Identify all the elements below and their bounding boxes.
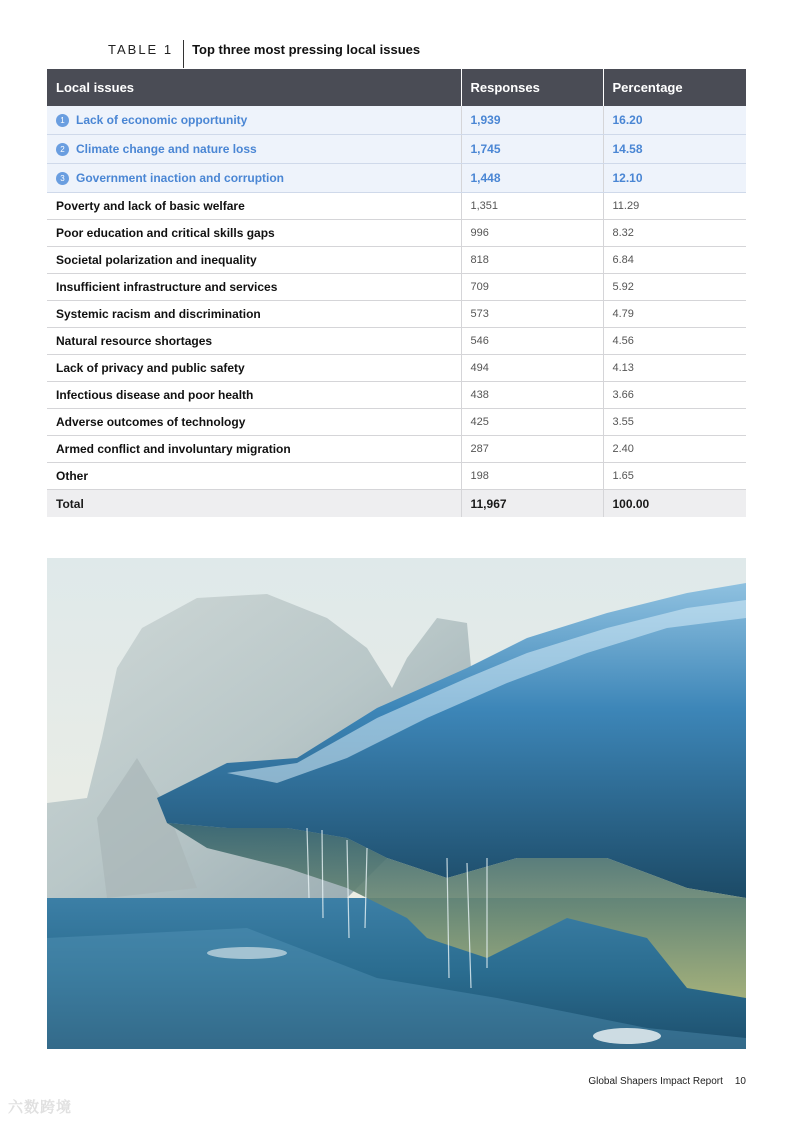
percentage-cell: 5.92 xyxy=(603,274,746,301)
header-local-issues: Local issues xyxy=(47,69,461,106)
table-title: Top three most pressing local issues xyxy=(192,42,421,57)
issue-cell xyxy=(47,135,461,164)
responses-cell: 1,351 xyxy=(461,193,603,220)
floating-ice xyxy=(207,947,287,959)
responses-cell: 573 xyxy=(461,301,603,328)
table-label: TABLE 1 xyxy=(108,42,174,57)
issue-label: Societal polarization and inequality xyxy=(47,247,461,274)
issue-label: Armed conflict and involuntary migration xyxy=(47,436,461,463)
percentage-cell: 2.40 xyxy=(603,436,746,463)
table-header-row xyxy=(47,69,746,106)
local-issues-table xyxy=(47,69,746,517)
issue-cell xyxy=(47,164,461,193)
header-responses: Responses xyxy=(461,69,603,106)
report-name: Global Shapers Impact Report xyxy=(588,1076,723,1087)
percentage-cell: 14.58 xyxy=(603,135,746,164)
issue-label: Insufficient infrastructure and services xyxy=(47,274,461,301)
issue-label: Infectious disease and poor health xyxy=(47,382,461,409)
percentage-cell: 3.66 xyxy=(603,382,746,409)
percentage-cell: 16.20 xyxy=(603,106,746,135)
floating-ice xyxy=(593,1028,661,1044)
issue-label: Climate change and nature loss xyxy=(76,141,257,156)
issue-label: Poverty and lack of basic welfare xyxy=(47,193,461,220)
percentage-cell: 4.79 xyxy=(603,301,746,328)
issue-label: Government inaction and corruption xyxy=(76,170,285,185)
responses-cell: 198 xyxy=(461,463,603,490)
total-responses: 11,967 xyxy=(461,490,603,518)
responses-cell: 709 xyxy=(461,274,603,301)
percentage-cell: 11.29 xyxy=(603,193,746,220)
responses-cell: 1,448 xyxy=(461,164,603,193)
iceberg-photo xyxy=(47,558,746,1049)
responses-cell: 438 xyxy=(461,382,603,409)
table-row xyxy=(47,220,746,247)
table-row xyxy=(47,274,746,301)
issue-label: Lack of privacy and public safety xyxy=(47,355,461,382)
table-row xyxy=(47,193,746,220)
issue-cell xyxy=(47,106,461,135)
total-percentage: 100.00 xyxy=(603,490,746,518)
table-row xyxy=(47,301,746,328)
table-row xyxy=(47,355,746,382)
responses-cell: 996 xyxy=(461,220,603,247)
watermark: 六数跨境 xyxy=(8,1099,73,1116)
table-row-top-3 xyxy=(47,164,746,193)
page-number: 10 xyxy=(734,1076,746,1087)
responses-cell: 1,745 xyxy=(461,135,603,164)
issue-label: Poor education and critical skills gaps xyxy=(47,220,461,247)
table-row xyxy=(47,328,746,355)
table-row-top-1 xyxy=(47,106,746,135)
header-percentage: Percentage xyxy=(603,69,746,106)
caption-divider xyxy=(183,40,184,68)
rank-badge: 2 xyxy=(56,143,69,156)
responses-cell: 287 xyxy=(461,436,603,463)
table-total-row xyxy=(47,490,746,518)
percentage-cell: 8.32 xyxy=(603,220,746,247)
table-row xyxy=(47,436,746,463)
responses-cell: 818 xyxy=(461,247,603,274)
responses-cell: 1,939 xyxy=(461,106,603,135)
table-row xyxy=(47,382,746,409)
responses-cell: 425 xyxy=(461,409,603,436)
total-label: Total xyxy=(47,490,461,518)
issue-label: Systemic racism and discrimination xyxy=(47,301,461,328)
table-caption xyxy=(108,40,420,70)
percentage-cell: 4.56 xyxy=(603,328,746,355)
responses-cell: 546 xyxy=(461,328,603,355)
table-row xyxy=(47,409,746,436)
table-row-top-2 xyxy=(47,135,746,164)
percentage-cell: 4.13 xyxy=(603,355,746,382)
issue-label: Adverse outcomes of technology xyxy=(47,409,461,436)
issue-label: Lack of economic opportunity xyxy=(76,112,248,127)
percentage-cell: 6.84 xyxy=(603,247,746,274)
rank-badge: 3 xyxy=(56,172,69,185)
percentage-cell: 3.55 xyxy=(603,409,746,436)
table-row xyxy=(47,247,746,274)
percentage-cell: 1.65 xyxy=(603,463,746,490)
percentage-cell: 12.10 xyxy=(603,164,746,193)
rank-badge: 1 xyxy=(56,114,69,127)
issue-label: Natural resource shortages xyxy=(47,328,461,355)
page-footer xyxy=(588,1076,746,1087)
responses-cell: 494 xyxy=(461,355,603,382)
issue-label: Other xyxy=(47,463,461,490)
table-row xyxy=(47,463,746,490)
